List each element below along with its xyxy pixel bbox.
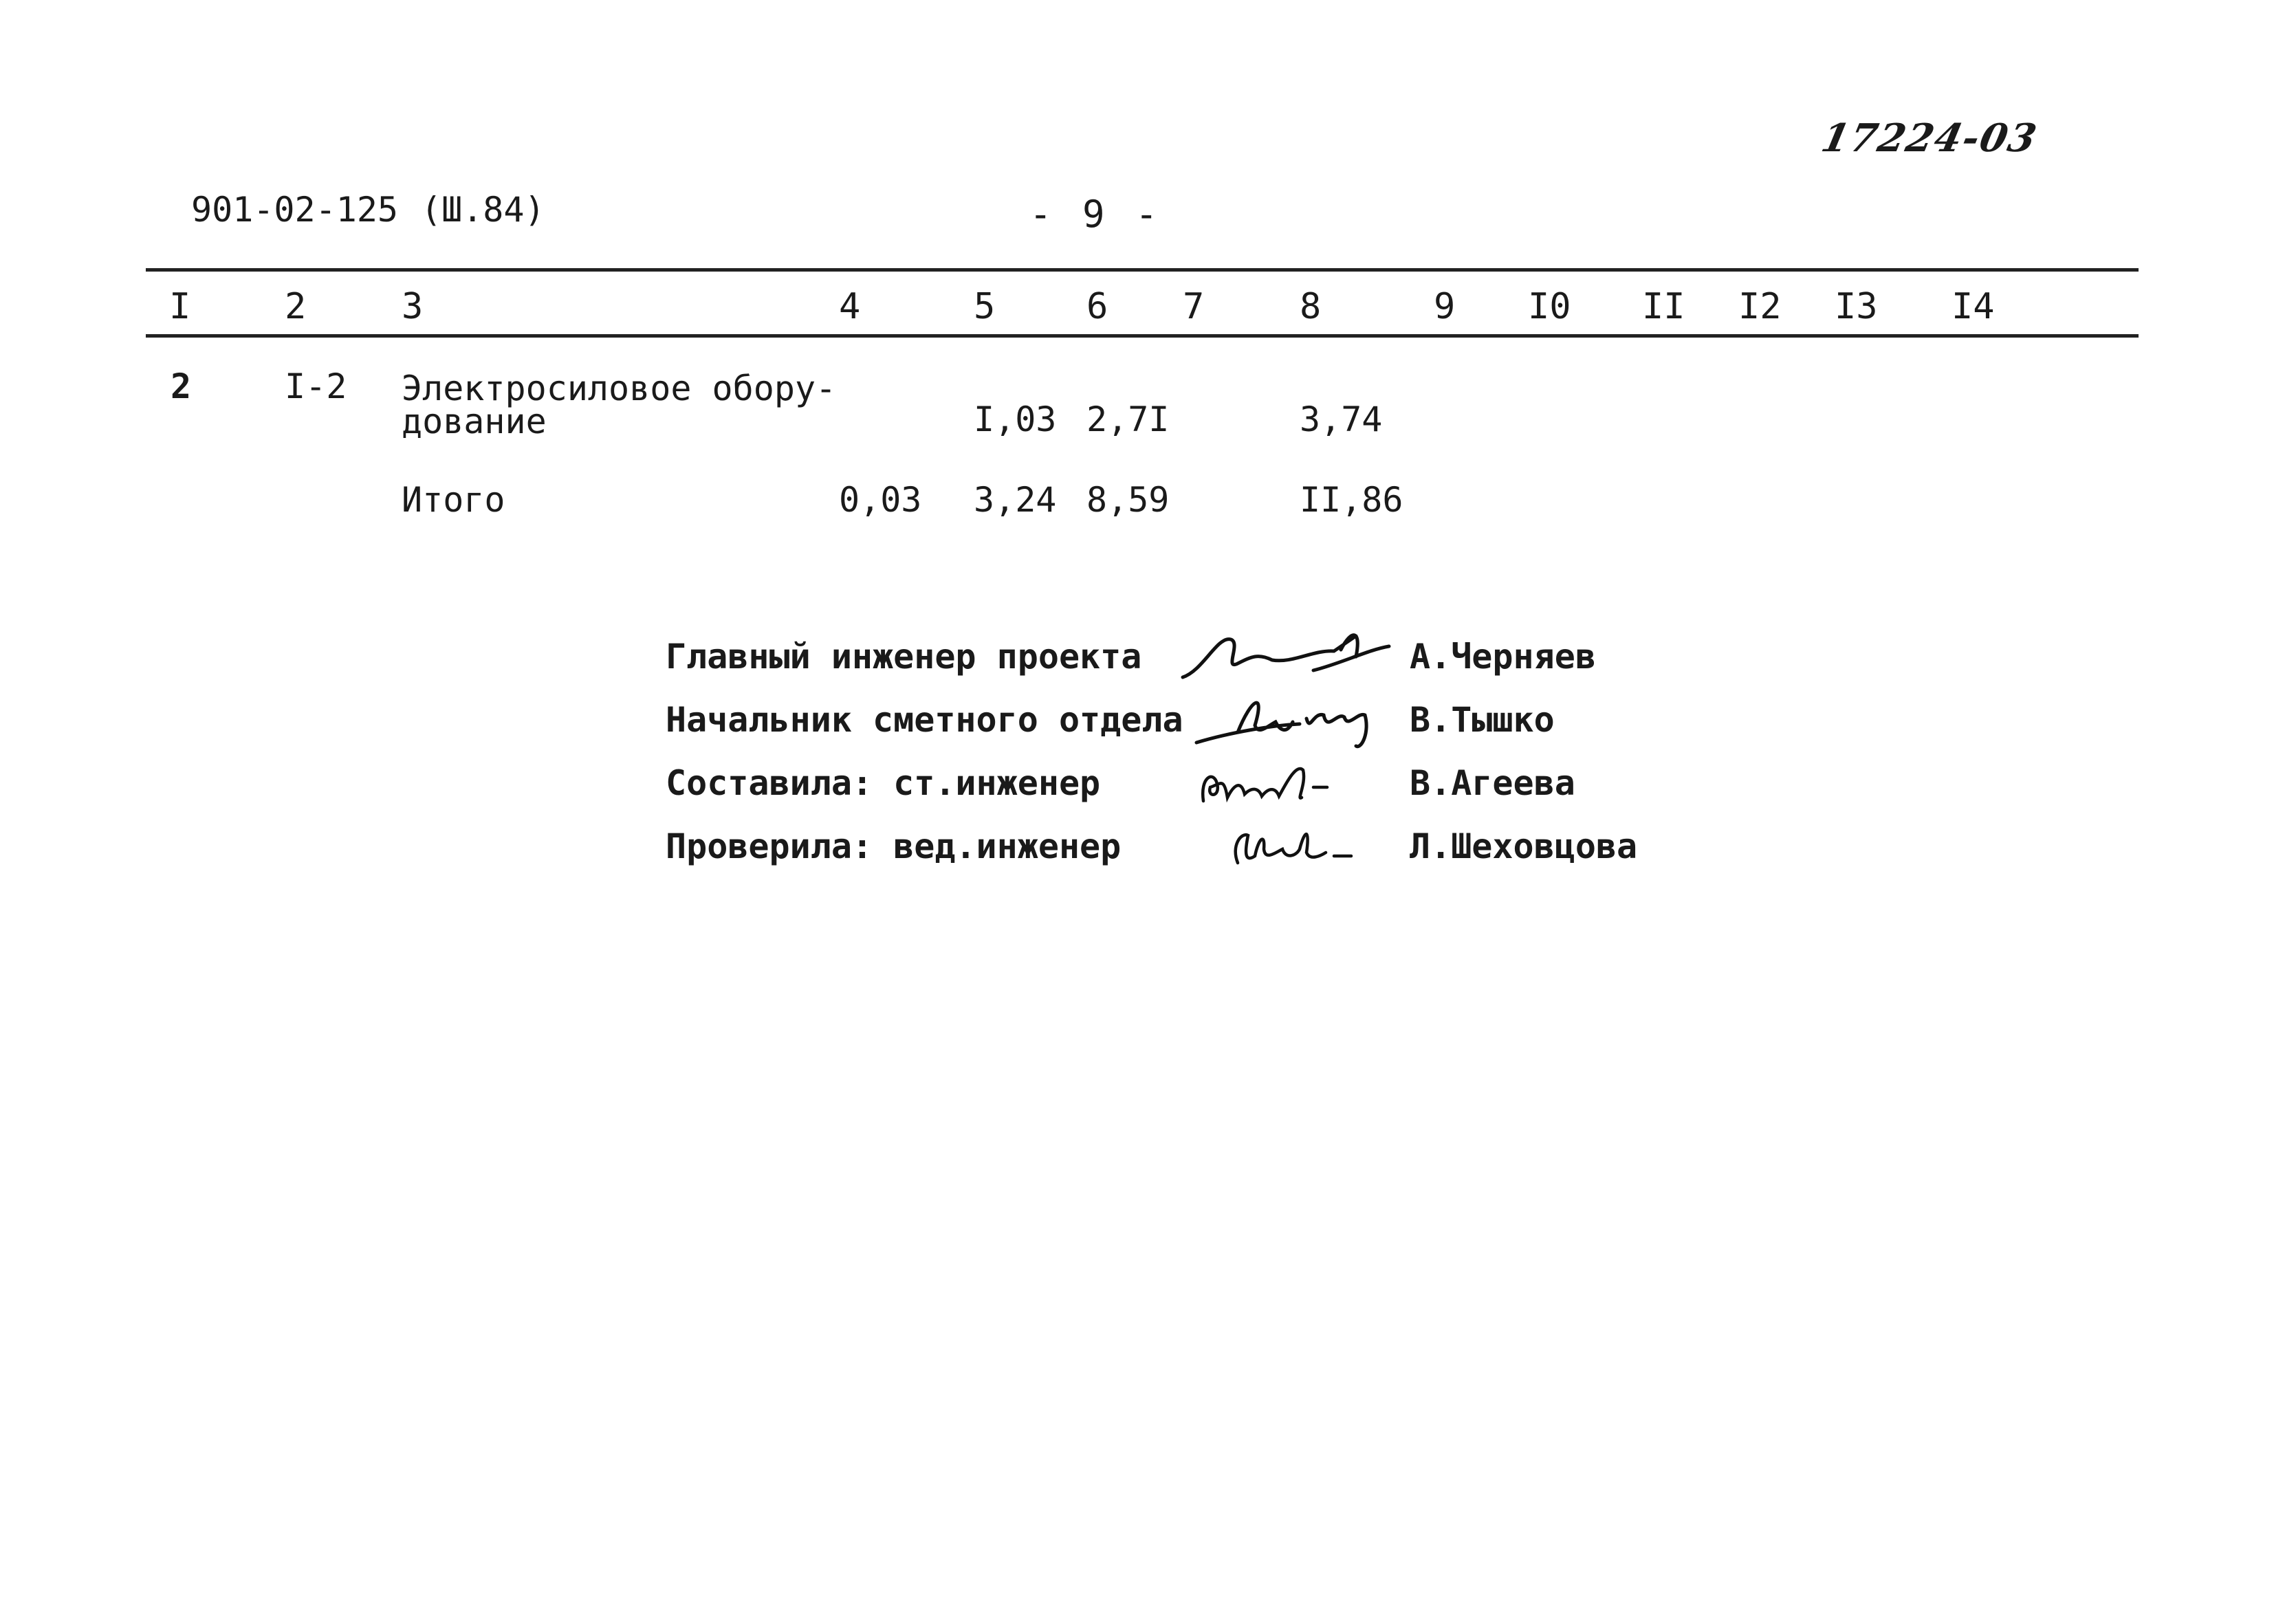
cell-c8: II,86 bbox=[1300, 480, 1403, 520]
cell-c4: 0,03 bbox=[839, 480, 922, 520]
cell-c5: I,03 bbox=[974, 399, 1057, 439]
cell-c3-line1: Электросиловое обору- bbox=[402, 369, 837, 408]
cell-c6: 2,7I bbox=[1086, 399, 1170, 439]
col-header-5: 5 bbox=[974, 286, 996, 327]
document-code: 901-02-125 bbox=[191, 190, 399, 230]
page-number: - 9 - bbox=[1029, 193, 1162, 236]
col-header-1: I bbox=[169, 286, 191, 327]
corner-number: 17224-03 bbox=[1817, 116, 2042, 161]
col-header-8: 8 bbox=[1300, 286, 1322, 327]
col-header-14: I4 bbox=[1952, 286, 1995, 327]
signature-scribble bbox=[1224, 818, 1362, 876]
cell-c2: I-2 bbox=[285, 366, 347, 406]
col-header-2: 2 bbox=[285, 286, 307, 327]
signature-name: Л.Шеховцова bbox=[1410, 826, 1638, 866]
signature-role: Составила: ст.инженер bbox=[666, 763, 1101, 803]
signature-scribble bbox=[1193, 756, 1358, 814]
cell-c8: 3,74 bbox=[1300, 399, 1383, 439]
col-header-13: I3 bbox=[1835, 286, 1878, 327]
col-header-11: II bbox=[1642, 286, 1685, 327]
signature-role: Проверила: вед.инженер bbox=[666, 826, 1122, 866]
col-header-4: 4 bbox=[839, 286, 861, 327]
signature-name: В.Агеева bbox=[1410, 763, 1575, 803]
signature-name: В.Тышко bbox=[1410, 700, 1555, 740]
cell-c6: 8,59 bbox=[1086, 480, 1170, 520]
col-header-12: I2 bbox=[1738, 286, 1782, 327]
table-top-rule bbox=[146, 268, 2139, 272]
cell-c3-line2: дование bbox=[402, 402, 547, 441]
signature-scribble bbox=[1176, 622, 1396, 687]
cell-c5: 3,24 bbox=[974, 480, 1057, 520]
col-header-6: 6 bbox=[1086, 286, 1108, 327]
signature-scribble bbox=[1190, 684, 1389, 756]
col-header-7: 7 bbox=[1183, 286, 1205, 327]
col-header-3: 3 bbox=[402, 286, 424, 327]
signature-role: Начальник сметного отдела bbox=[666, 700, 1183, 740]
col-header-10: I0 bbox=[1528, 286, 1571, 327]
document-edition: (Ш.84) bbox=[421, 190, 545, 230]
signature-name: А.Черняев bbox=[1410, 637, 1596, 677]
cell-c3-line1: Итого bbox=[402, 480, 505, 520]
cell-c1: 2 bbox=[171, 366, 192, 406]
col-header-9: 9 bbox=[1434, 286, 1456, 327]
signature-role: Главный инженер проекта bbox=[666, 637, 1142, 677]
table-header-rule bbox=[146, 334, 2139, 338]
